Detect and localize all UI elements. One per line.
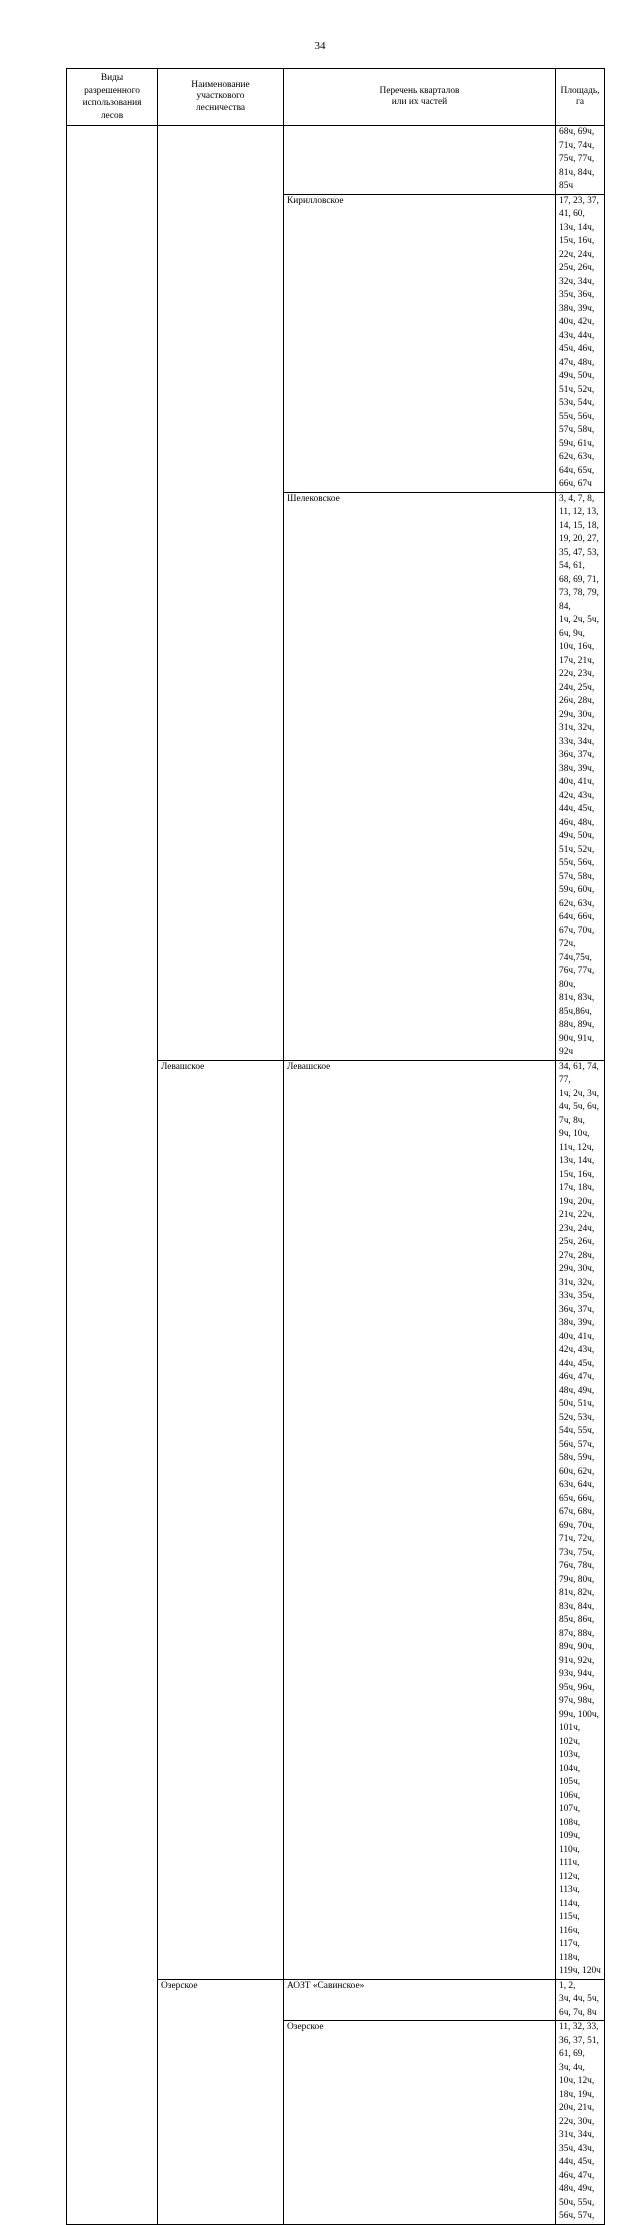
district-cell [284,126,556,195]
header-area: Площадь, га [556,69,605,126]
district-cell: Озерское [284,2021,556,2225]
forestry-cell: Озерское [158,1979,284,2224]
forest-use-type-cell [67,126,158,2225]
district-cell: АОЗТ «Савинское» [284,1979,556,2021]
header-district-forestry-name: Наименование участкового лесничества [158,69,284,126]
table-header-row [67,69,605,126]
district-cell: Кирилловское [284,194,556,492]
header-quarters-list: Перечень кварталов или их частей [284,69,556,126]
page-number: 34 [314,40,326,52]
forestry-cell: Левашское [158,1060,284,1979]
quarters-cell: 68ч, 69ч, 71ч, 74ч, 75ч, 77ч, 81ч, 84ч, 85ч [556,126,605,195]
district-cell: Левашское [284,1060,556,1979]
quarters-cell: 3, 4, 7, 8, 11, 12, 13, 14, 15, 18, 19, 20, 27, 35, 47, 53, 54, 61, 68, 69, 71, 73, 78, 79, 84, 1ч, 2ч, 5ч, 6ч, 9ч, 10ч, 16ч, 17ч, 21ч, 22ч, 23ч, 24ч, 25ч, 26ч, 28ч, 29ч, 30ч, 31ч, 32ч, 33ч, 34ч, 36ч, 37ч, 38ч, 39ч, 40ч, 41ч, 42ч, 43ч, 44ч, 45ч, 46ч, 48ч, 49ч, 50ч, 51ч, 52ч, 55ч, 56ч, 57ч, 58ч, 59ч, 60ч, 62ч, 63ч, 64ч, 66ч, 67ч, 70ч, 72ч, 74ч,75ч, 76ч, 77ч, 80ч, 81ч, 83ч, 85ч,86ч, 88ч, 89ч, 90ч, 91ч, 92ч [556,492,605,1060]
quarters-cell: 1, 2, 3ч, 4ч, 5ч, 6ч, 7ч, 8ч [556,1979,605,2021]
table-row [67,126,605,195]
quarters-cell: 17, 23, 37, 41, 60, 13ч, 14ч, 15ч, 16ч, 22ч, 24ч, 25ч, 26ч, 32ч, 34ч, 35ч, 36ч, 38ч, 39ч, 40ч, 42ч, 43ч, 44ч, 45ч, 46ч, 47ч, 48ч, 49ч, 50ч, 51ч, 52ч, 53ч, 54ч, 55ч, 56ч, 57ч, 58ч, 59ч, 61ч, 62ч, 63ч, 64ч, 65ч, 66ч, 67ч [556,194,605,492]
forest-quarters-table [66,68,605,2225]
district-cell: Шелековское [284,492,556,1060]
quarters-cell: 34, 61, 74, 77, 1ч, 2ч, 3ч, 4ч, 5ч, 6ч, 7ч, 8ч, 9ч, 10ч, 11ч, 12ч, 13ч, 14ч, 15ч, 16ч, 17ч, 18ч, 19ч, 20ч, 21ч, 22ч, 23ч, 24ч, 25ч, 26ч, 27ч, 28ч, 29ч, 30ч, 31ч, 32ч, 33ч, 35ч, 36ч, 37ч, 38ч, 39ч, 40ч, 41ч, 42ч, 43ч, 44ч, 45ч, 46ч, 47ч, 48ч, 49ч, 50ч, 51ч, 52ч, 53ч, 54ч, 55ч, 56ч, 57ч, 58ч, 59ч, 60ч, 62ч, 63ч, 64ч, 65ч, 66ч, 67ч, 68ч, 69ч, 70ч, 71ч, 72ч, 73ч, 75ч, 76ч, 78ч, 79ч, 80ч, 81ч, 82ч, 83ч, 84ч, 85ч, 86ч, 87ч, 88ч, 89ч, 90ч, 91ч, 92ч, 93ч, 94ч, 95ч, 96ч, 97ч, 98ч, 99ч, 100ч, 101ч, 102ч, 103ч, 104ч, 105ч, 106ч, 107ч, 108ч, 109ч, 110ч, 111ч, 112ч, 113ч, 114ч, 115ч, 116ч, 117ч, 118ч, 119ч, 120ч [556,1060,605,1979]
quarters-cell: 11, 32, 33, 36, 37, 51, 61, 69, 3ч, 4ч, 10ч, 12ч, 18ч, 19ч, 20ч, 21ч, 22ч, 30ч, 31ч, 34ч, 35ч, 43ч, 44ч, 45ч, 46ч, 47ч, 48ч, 49ч, 50ч, 55ч, 56ч, 57ч, [556,2021,605,2225]
forestry-cell [158,126,284,1061]
header-forest-use-types: Виды разрешенного использования лесов [67,69,158,126]
